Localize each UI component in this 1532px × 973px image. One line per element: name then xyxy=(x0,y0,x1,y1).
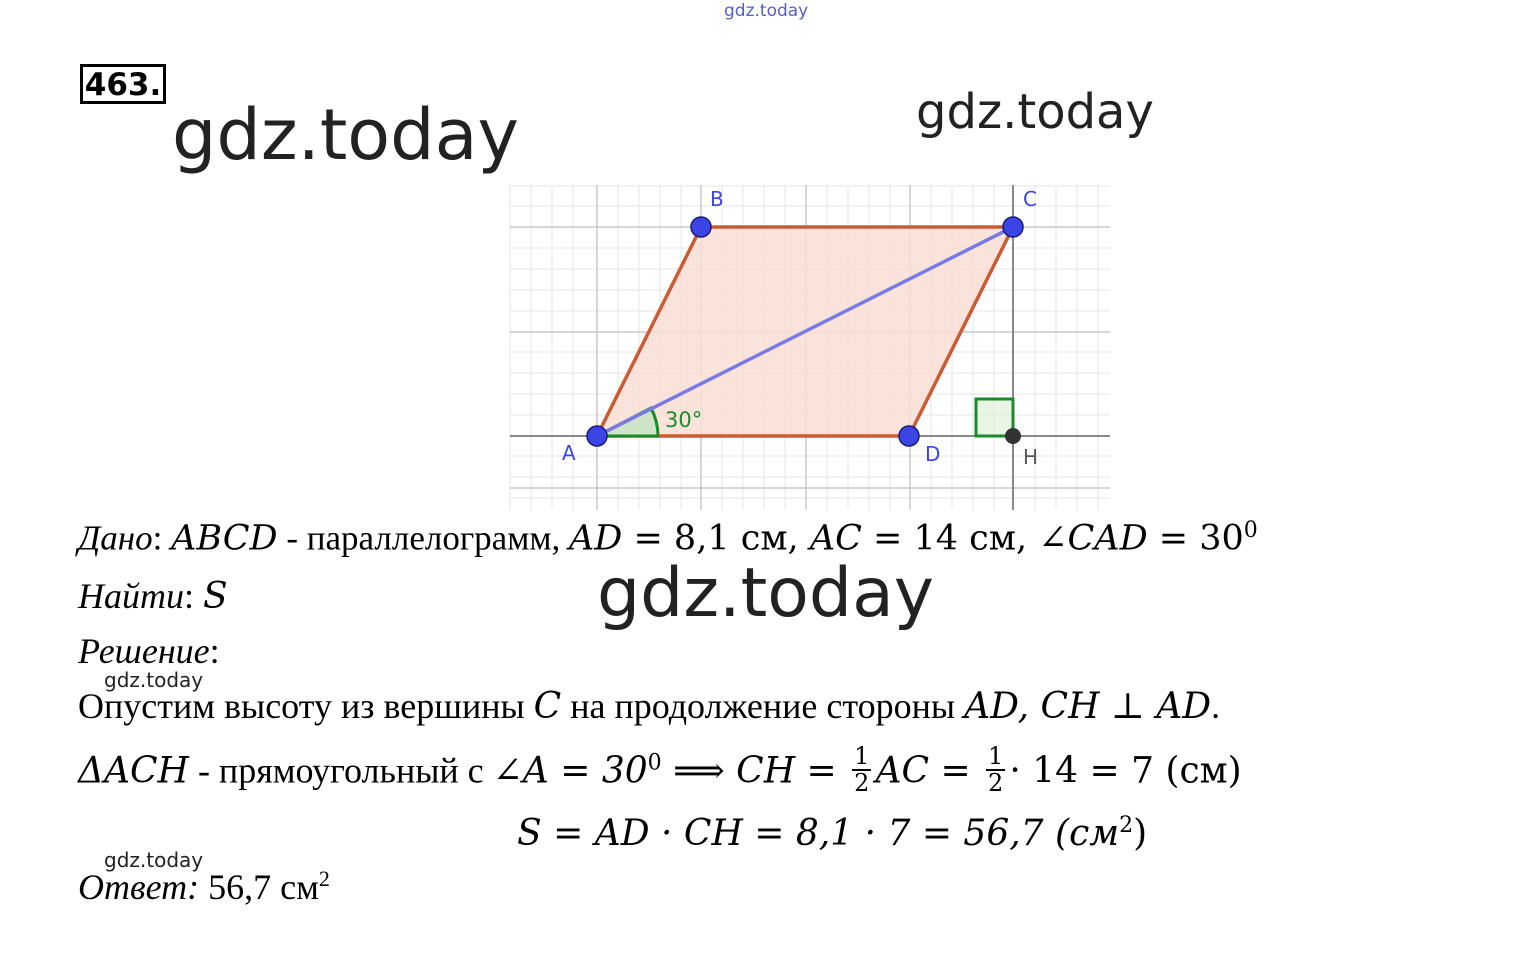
find-line: Найти: S xyxy=(78,576,228,617)
watermark-small-2: gdz.today xyxy=(104,848,204,872)
label-d: D xyxy=(925,442,941,466)
answer-label: Ответ: xyxy=(78,867,200,907)
fraction-half: $\frac{1}{2}$ xyxy=(854,742,870,798)
task-number: 463. xyxy=(80,64,166,104)
watermark-large-right: gdz.today xyxy=(916,84,1154,140)
solution-step-2: ΔACH - прямоугольный с ∠A = $30^0$ ⟹ CH = $\frac{1}{2}$ AC = $\frac{1}{2}$ · 14 = 7 (см) xyxy=(78,742,1242,798)
watermark-top: gdz.today xyxy=(724,1,809,21)
fraction-half-2: $\frac{1}{2}$ xyxy=(988,742,1004,798)
label-c: C xyxy=(1023,187,1037,211)
figure-name: ABCD xyxy=(171,518,278,559)
label-b: B xyxy=(710,187,724,211)
watermark-large-center: gdz.today xyxy=(597,554,934,633)
label-h: H xyxy=(1023,445,1039,469)
answer-value: 56,7 см xyxy=(199,867,319,907)
parallelogram-figure xyxy=(505,170,1115,515)
given-label: Дано xyxy=(78,518,153,558)
watermark-small-1: gdz.today xyxy=(104,668,204,692)
solution-step-1: Опустим высоту из вершины C на продолжение стороны AD, CH ⊥ AD. xyxy=(78,686,1221,727)
watermark-large-left: gdz.today xyxy=(172,94,519,176)
answer-line: Ответ: 56,7 $см^2$ xyxy=(78,866,330,907)
point-b xyxy=(691,217,711,237)
angle-label: 30° xyxy=(665,408,703,432)
solution-step-3: S = AD · CH = 8,1 · 7 = 56,7 $(см^2)$ xyxy=(517,813,1148,854)
solution-heading: Решение: xyxy=(78,631,220,671)
point-c xyxy=(1003,217,1023,237)
point-a xyxy=(587,426,607,446)
point-d xyxy=(899,426,919,446)
label-a: A xyxy=(562,441,576,465)
point-h xyxy=(1005,428,1021,444)
find-label: Найти xyxy=(78,576,184,616)
given-line: Дано: ABCD - параллелограмм, AD = 8,1 см, AC = 14 см, ∠CAD = $30^0$ xyxy=(78,518,1258,559)
